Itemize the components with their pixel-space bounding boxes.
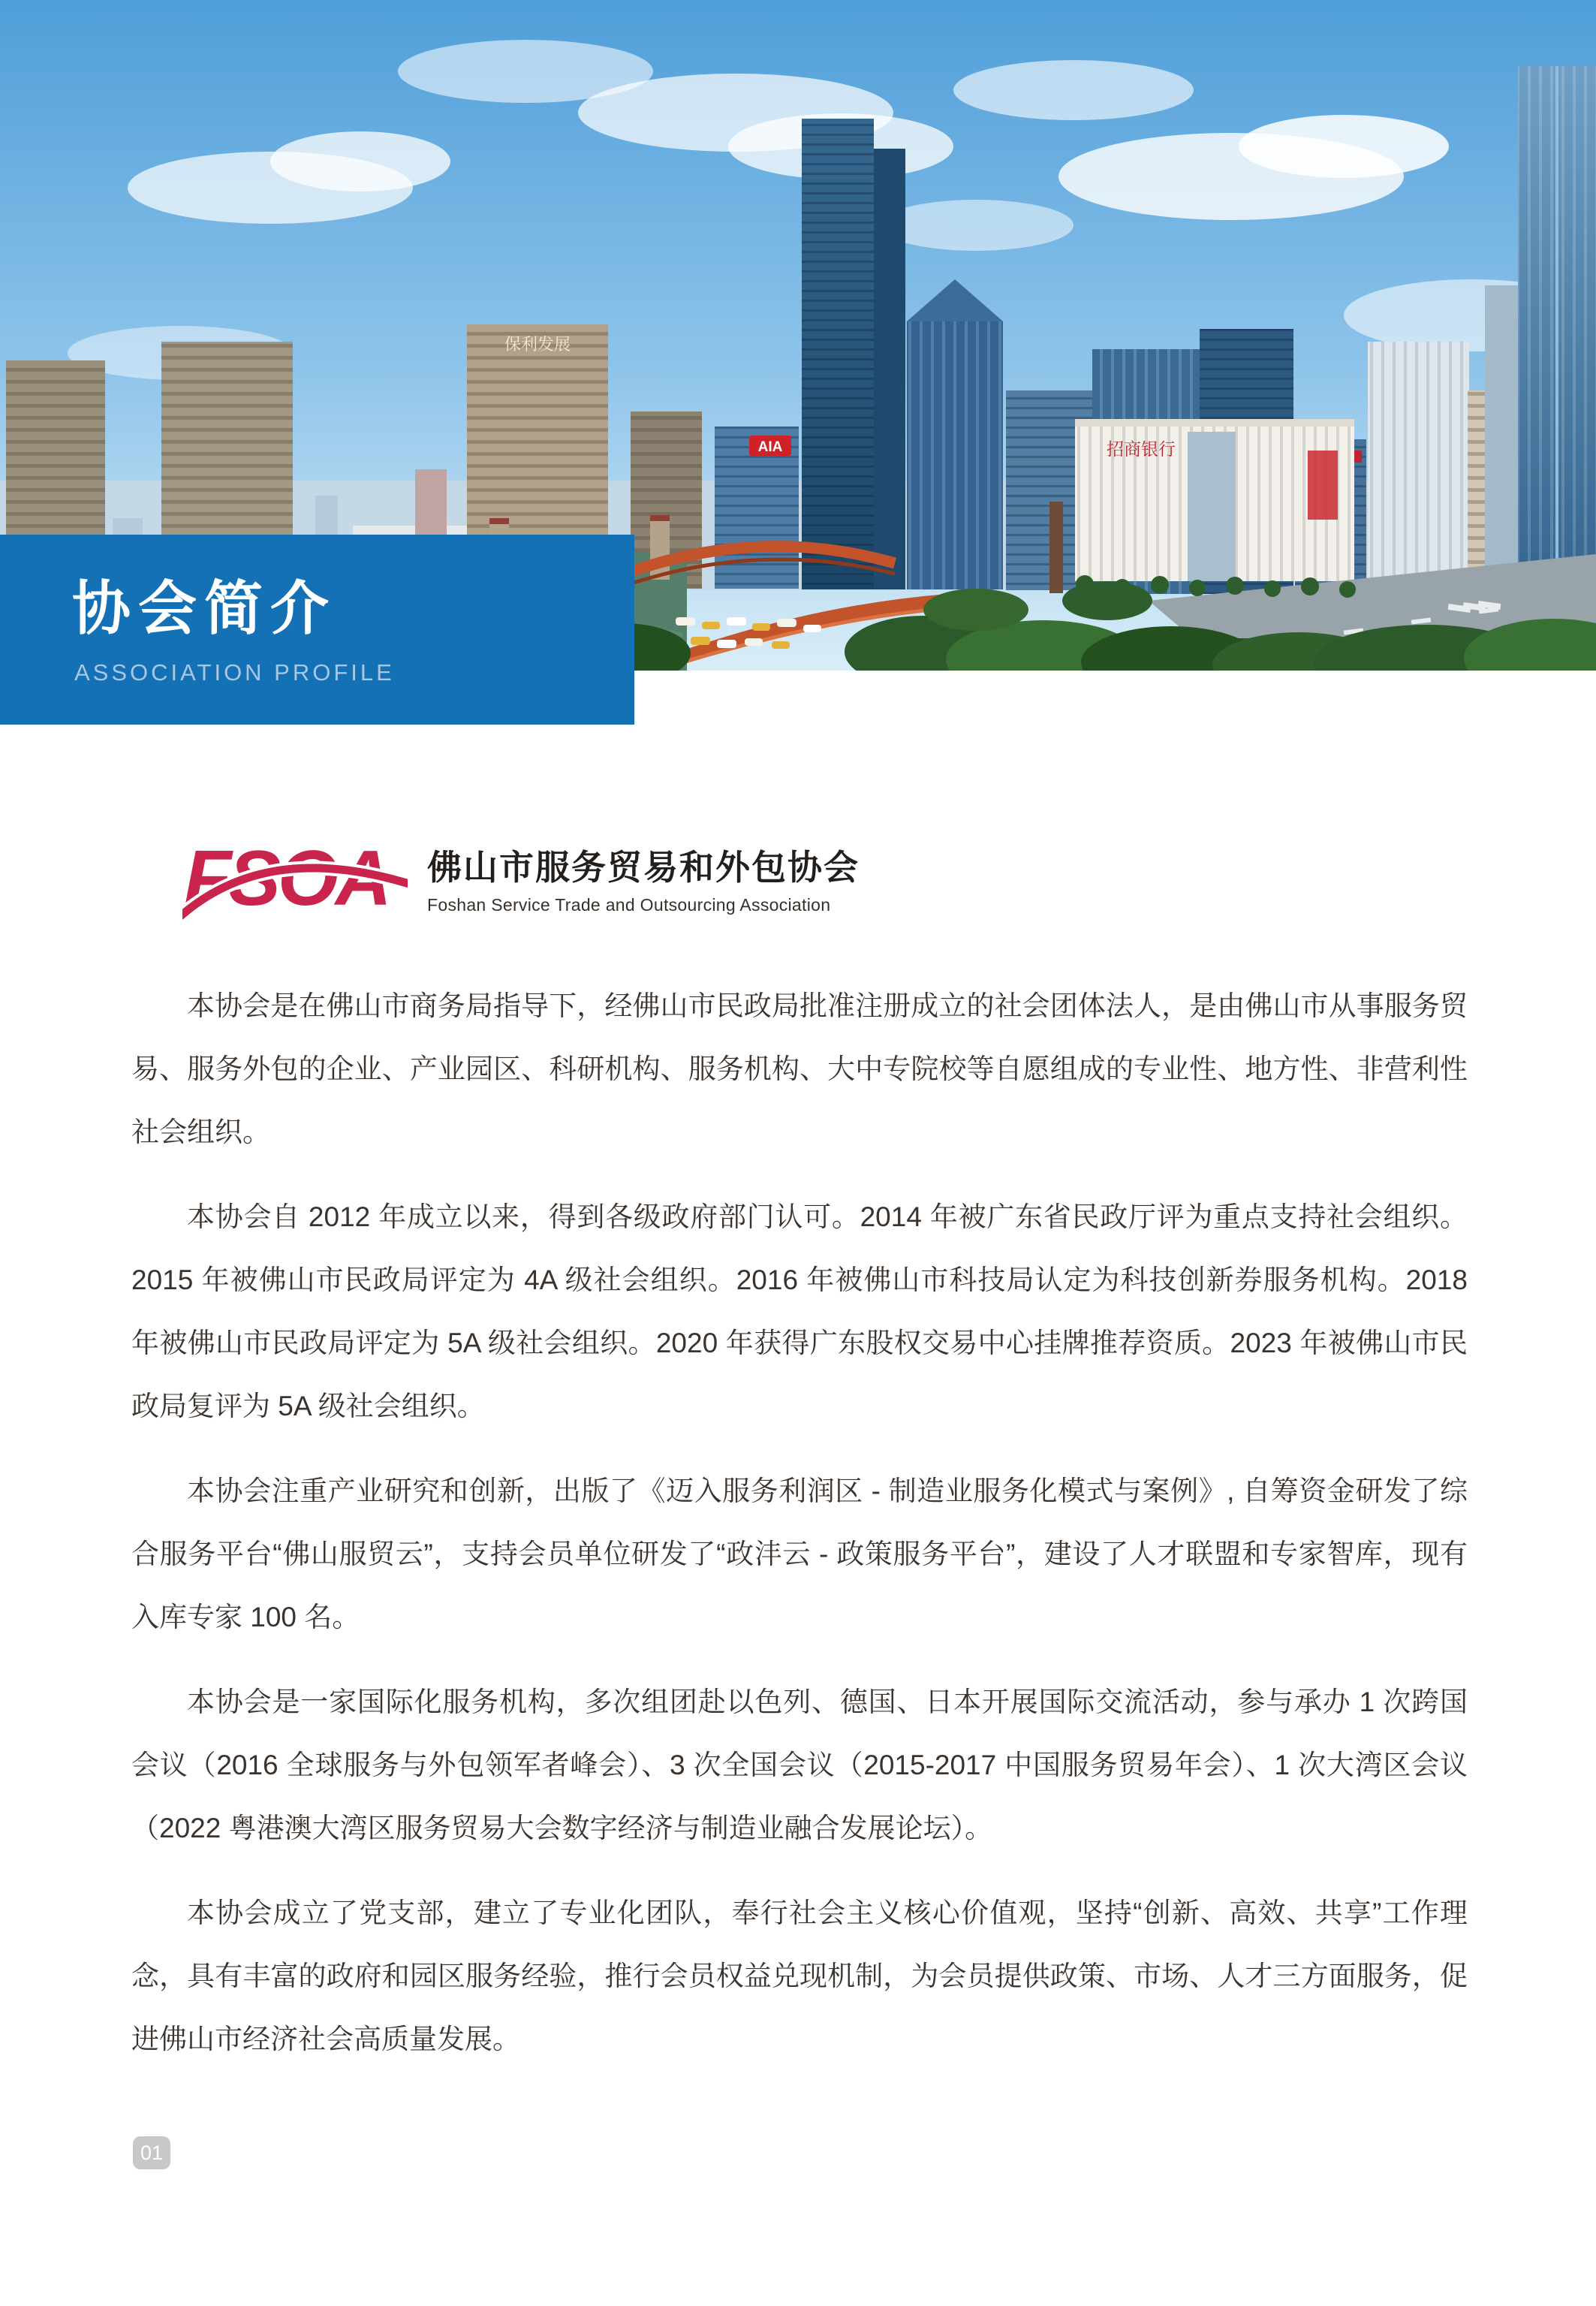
association-name-en: Foshan Service Trade and Outsourcing Association bbox=[427, 895, 831, 915]
section-title: 协会简介 bbox=[72, 575, 337, 641]
profile-paragraph-4: 本协会是一家国际化服务机构，多次组团赴以色列、德国、日本开展国际交流活动，参与承办 1 次跨国会议（2016 全球服务与外包领军者峰会）、3 次全国会议（2015-2017 中国服务贸易年会）、1 次大湾区会议（2022 粤港澳大湾区服务贸易大会数字经济与制造业融合发展论坛）。 bbox=[131, 1687, 1468, 1843]
profile-paragraph-1: 本协会是在佛山市商务局指导下，经佛山市民政局批准注册成立的社会团体法人，是由佛山市从事服务贸易、服务外包的企业、产业园区、科研机构、服务机构、大中专院校等自愿组成的专业性、地方性、非营利性社会组织。 bbox=[131, 990, 1468, 1147]
section-subtitle: ASSOCIATION PROFILE bbox=[74, 659, 395, 686]
association-logo-row bbox=[182, 828, 860, 927]
profile-paragraph-3: 本协会注重产业研究和创新，出版了《迈入服务利润区 - 制造业服务化模式与案例》, 自筹资金研发了综合服务平台“佛山服贸云”，支持会员单位研发了“政沣云 - 政策服务平台”，建设了人才联盟和专家智库，现有入库专家 100 名。 bbox=[131, 1476, 1468, 1632]
svg-text:AIA: AIA bbox=[757, 439, 783, 455]
poly-sign: 保利发展 bbox=[504, 335, 571, 354]
bank-building bbox=[1075, 419, 1354, 581]
profile-paragraph-5: 本协会成立了党支部，建立了专业化团队，奉行社会主义核心价值观，坚持“创新、高效、共享”工作理念，具有丰富的政府和园区服务经验，推行会员权益兑现机制，为会员提供政策、市场、人才三方面服务，促进佛山市经济社会高质量发展。 bbox=[131, 1898, 1468, 2054]
page-number-badge: 01 bbox=[133, 2136, 170, 2169]
profile-paragraph-2: 本协会自 2012 年成立以来，得到各级政府部门认可。2014 年被广东省民政厅评为重点支持社会组织。2015 年被佛山市民政局评定为 4A 级社会组织。2016 年被佛山市科技局认定为科技创新券服务机构。2018 年被佛山市民政局评定为 5A 级社会组织。2020 年获得广东股权交易中心挂牌推荐资质。2023 年被佛山市民政局复评为 5A 级社会组织。 bbox=[131, 1201, 1468, 1421]
association-names bbox=[427, 840, 860, 915]
section-banner bbox=[0, 535, 634, 725]
fsoa-logo bbox=[182, 828, 408, 927]
association-name-zh: 佛山市服务贸易和外包协会 bbox=[427, 848, 860, 887]
fsoa-logo-acronym: FSOA bbox=[184, 835, 389, 922]
profile-text bbox=[131, 975, 1468, 2093]
bank-sign: 招商银行 bbox=[1107, 439, 1176, 459]
